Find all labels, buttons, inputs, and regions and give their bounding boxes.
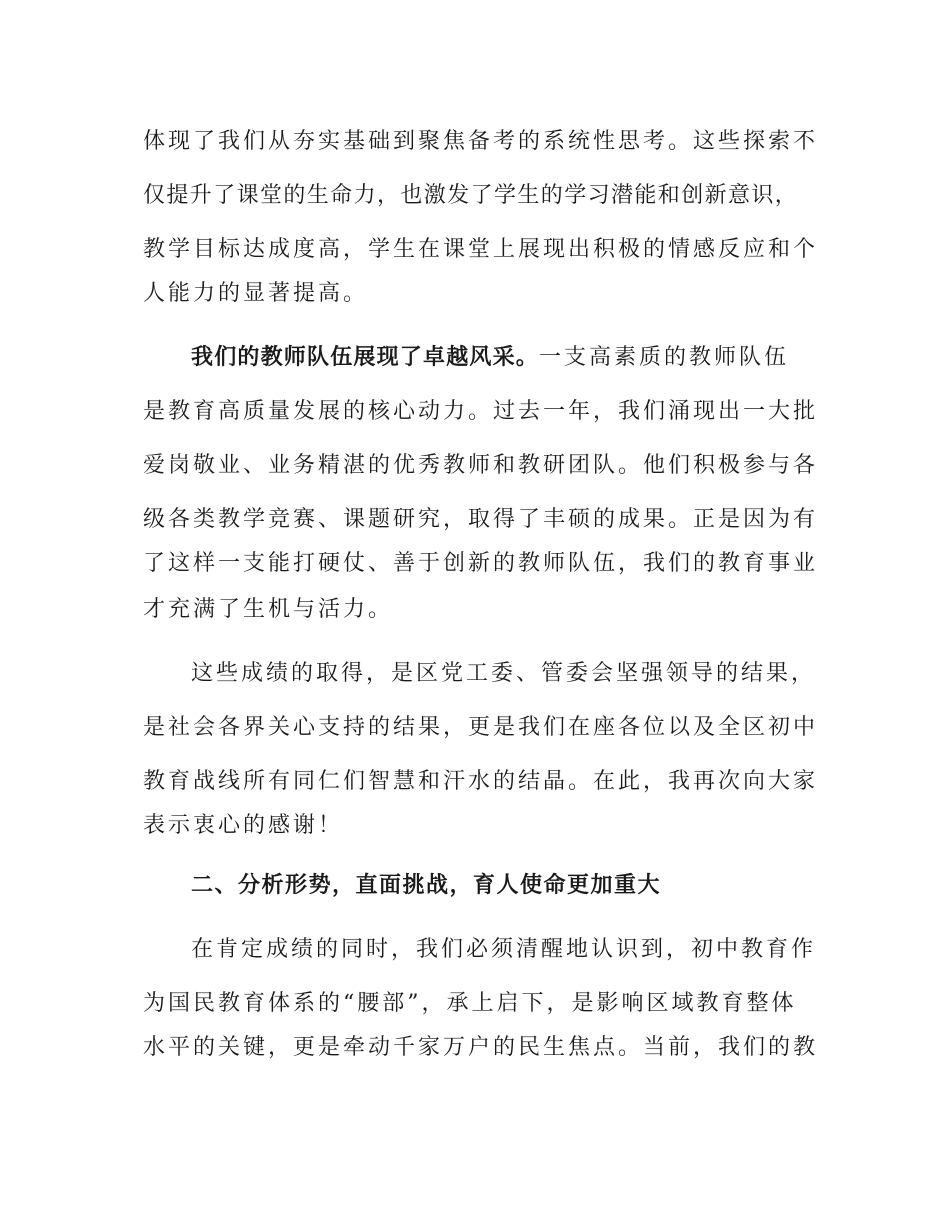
section-heading: 二、分析形势，直面挑战，育人使命更加重大: [191, 873, 662, 898]
paragraph-1-line-1: 体现了我们从夯实基础到聚焦备考的系统性思考。这些探索不: [143, 129, 819, 154]
paragraph-3-line-2: 是社会各界关心支持的结果，更是我们在座各位以及全区初中: [143, 715, 819, 740]
paragraph-2-line-1: [191, 344, 789, 372]
paragraph-1-line-3: 教学目标达成度高，学生在课堂上展现出积极的情感反应和个: [143, 237, 819, 262]
paragraph-1-line-2: 仅提升了课堂的生命力，也激发了学生的学习潜能和创新意识，: [143, 183, 799, 208]
paragraph-2-line-5: 了这样一支能打硬仗、善于创新的教师队伍，我们的教育事业: [143, 551, 819, 576]
paragraph-2-line-6: 才充满了生机与活力。: [143, 597, 394, 622]
paragraph-2-line-4: 级各类教学竞赛、课题研究，取得了丰硕的成果。正是因为有: [143, 507, 819, 532]
paragraph-4-line-3: 水平的关键，更是牵动千家万户的民生焦点。当前，我们的教: [143, 1035, 819, 1060]
paragraph-2-lead: 我们的教师队伍展现了卓越风采。: [191, 345, 540, 370]
paragraph-2-line-3: 爱岗敬业、业务精湛的优秀教师和教研团队。他们积极参与各: [143, 453, 819, 478]
paragraph-2-line-1-rest: 一支高素质的教师队伍: [539, 345, 790, 370]
paragraph-2-line-2: 是教育高质量发展的核心动力。过去一年，我们涌现出一大批: [143, 399, 819, 424]
paragraph-4-line-2: 为国民教育体系的“腰部”，承上启下，是影响区域教育整体: [143, 991, 797, 1016]
paragraph-3-line-4: 表示衷心的感谢！: [143, 813, 344, 838]
paragraph-3-line-3: 教育战线所有同仁们智慧和汗水的结晶。在此，我再次向大家: [143, 769, 819, 794]
paragraph-1-line-4: 人能力的显著提高。: [143, 281, 369, 306]
paragraph-3-line-1: 这些成绩的取得，是区党工委、管委会坚强领导的结果，: [191, 661, 817, 686]
paragraph-4-line-1: 在肯定成绩的同时，我们必须清醒地认识到，初中教育作: [191, 937, 817, 962]
